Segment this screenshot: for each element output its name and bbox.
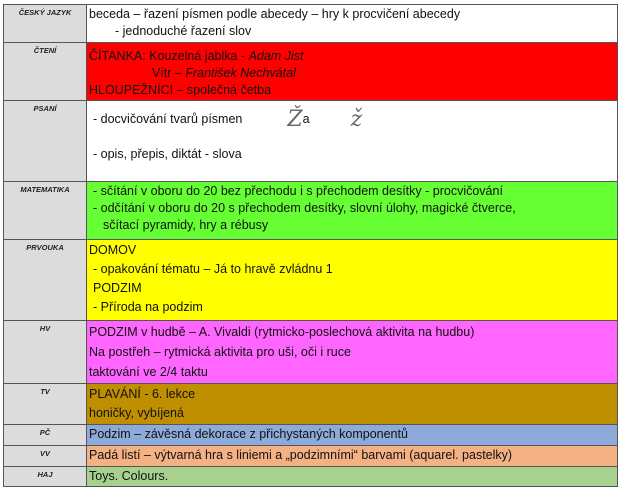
content-text: Vítr – — [152, 66, 186, 80]
subject-label: VV — [4, 446, 87, 467]
content-line: honičky, vybíjená — [89, 406, 184, 420]
content-line: - odčítání v oboru do 20 s přechodem desítky, slovní úlohy, magické čtverce, — [93, 201, 516, 215]
weekly-plan-table — [3, 4, 618, 487]
content-line: - jednoduché řazení slov — [115, 24, 252, 38]
row-haj — [4, 467, 618, 487]
content-line: PODZIM v hudbě – A. Vivaldi (rytmicko-poslechová aktivita na hudbu) — [89, 325, 475, 339]
content-cell — [87, 321, 618, 384]
row-psani — [4, 101, 618, 182]
content-cell — [87, 425, 618, 446]
handwriting-sample-lower: ž — [350, 107, 363, 133]
handwriting-sample-small: a — [302, 112, 310, 127]
content-line: - opis, přepis, diktát - slova — [93, 147, 242, 161]
content-cell — [87, 467, 618, 487]
subject-label: PČ — [4, 425, 87, 446]
content-cell — [87, 101, 618, 182]
content-cell — [87, 43, 618, 101]
handwriting-sample-upper: Ž — [287, 107, 303, 133]
subject-label: MATEMATIKA — [4, 182, 87, 240]
subject-label: ČESKÝ JAZYK — [4, 5, 87, 43]
author-text: František Nechvátal — [185, 66, 296, 80]
row-pc — [4, 425, 618, 446]
row-hv — [4, 321, 618, 384]
content-line: taktování ve 2/4 taktu — [89, 365, 208, 379]
content-line: Toys. Colours. — [89, 469, 169, 483]
content-line: DOMOV — [89, 243, 137, 257]
content-line: HLOUPEŽNÍCI – společná četba — [89, 83, 272, 97]
content-line: beceda – řazení písmen podle abecedy – hry k procvičení abecedy — [89, 7, 461, 21]
content-line: Podzim – závěsná dekorace z přichystaných komponentů — [89, 427, 408, 441]
content-line: PODZIM — [93, 281, 142, 295]
content-cell — [87, 5, 618, 43]
content-cell — [87, 240, 618, 321]
subject-label: PRVOUKA — [4, 240, 87, 321]
subject-label: ČTENÍ — [4, 43, 87, 101]
content-cell — [87, 446, 618, 467]
content-line: sčítací pyramidy, hry a rébusy — [103, 218, 269, 232]
row-prvouka — [4, 240, 618, 321]
content-text: ČÍTANKA: Kouzelná jablka - — [89, 49, 249, 63]
content-cell — [87, 182, 618, 240]
subject-label: HV — [4, 321, 87, 384]
author-text: Adam Jist — [248, 49, 304, 63]
content-line: - Příroda na podzim — [93, 300, 203, 314]
subject-label: TV — [4, 384, 87, 425]
content-line: PLAVÁNÍ - 6. lekce — [89, 387, 196, 401]
content-cell — [87, 384, 618, 425]
content-line: Padá listí – výtvarná hra s liniemi a „podzimními“ barvami (aquarel. pastelky) — [89, 448, 513, 462]
row-tv — [4, 384, 618, 425]
subject-label: PSANÍ — [4, 101, 87, 182]
row-matematika — [4, 182, 618, 240]
row-cteni — [4, 43, 618, 101]
content-line: - opakování tématu – Já to hravě zvládnu 1 — [93, 262, 333, 276]
content-line: Na postřeh – rytmická aktivita pro uši, oči i ruce — [89, 345, 351, 359]
row-cesky-jazyk — [4, 5, 618, 43]
row-vv — [4, 446, 618, 467]
content-text: - docvičování tvarů písmen — [93, 112, 243, 126]
subject-label: HAJ — [4, 467, 87, 487]
content-line: - sčítání v oboru do 20 bez přechodu i s přechodem desítky - procvičování — [93, 184, 503, 198]
